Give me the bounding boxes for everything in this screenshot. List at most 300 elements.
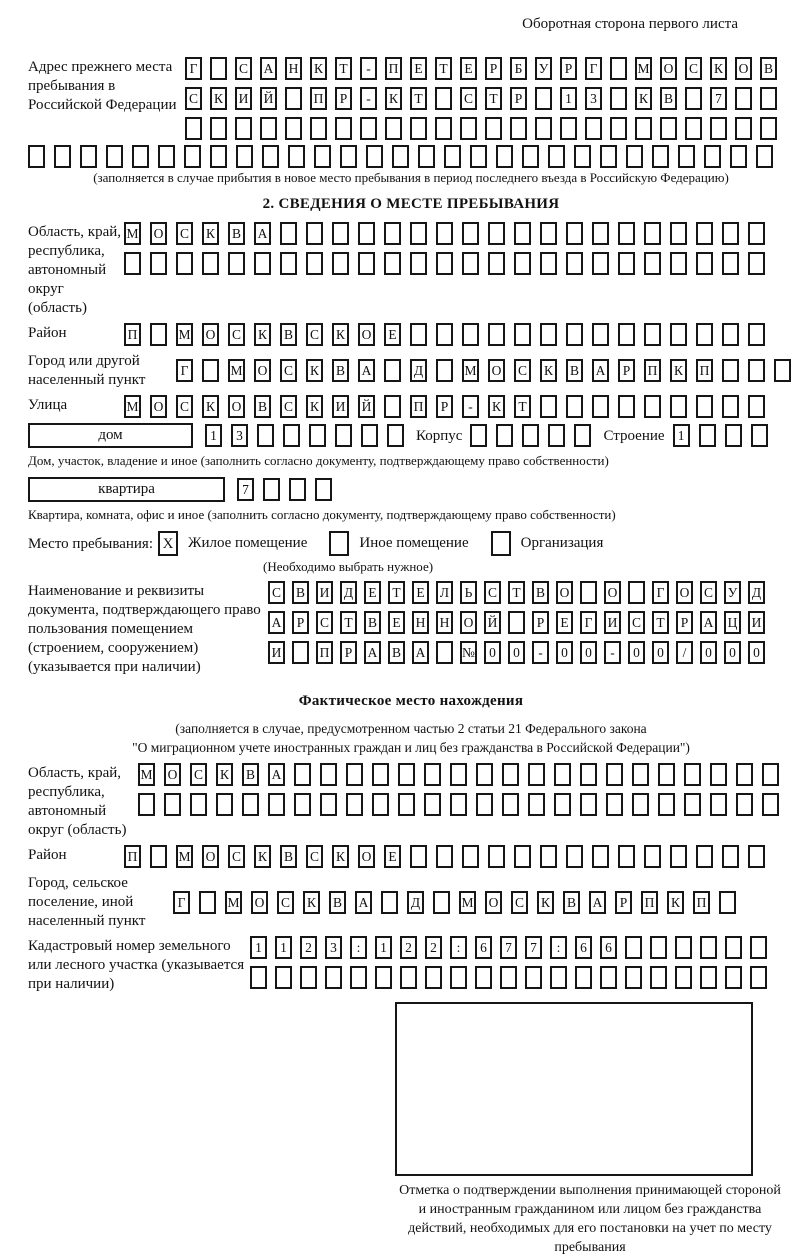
char-box[interactable]: Р — [676, 611, 693, 634]
char-box[interactable]: Г — [652, 581, 669, 604]
apartment-type-box[interactable]: квартира — [28, 477, 225, 502]
char-box[interactable] — [760, 87, 777, 110]
char-box[interactable] — [381, 891, 398, 914]
char-box[interactable] — [632, 793, 649, 816]
char-box[interactable] — [585, 117, 602, 140]
char-box[interactable] — [566, 323, 583, 346]
char-box[interactable]: Т — [485, 87, 502, 110]
char-box[interactable] — [385, 117, 402, 140]
char-box[interactable] — [625, 936, 642, 959]
char-box[interactable] — [610, 117, 627, 140]
char-box[interactable] — [150, 252, 167, 275]
char-box[interactable]: В — [254, 395, 271, 418]
char-box[interactable]: О — [660, 57, 677, 80]
char-box[interactable] — [522, 145, 539, 168]
char-box[interactable]: О — [150, 395, 167, 418]
char-box[interactable] — [700, 966, 717, 989]
char-box[interactable] — [335, 424, 352, 447]
char-box[interactable]: 2 — [425, 936, 442, 959]
char-box[interactable] — [320, 763, 337, 786]
char-box[interactable] — [650, 936, 667, 959]
char-box[interactable]: Р — [510, 87, 527, 110]
char-box[interactable]: № — [460, 641, 477, 664]
char-box[interactable]: Р — [436, 395, 453, 418]
char-box[interactable] — [625, 966, 642, 989]
char-box[interactable]: О — [150, 222, 167, 245]
char-box[interactable]: : — [550, 936, 567, 959]
char-box[interactable]: К — [306, 395, 323, 418]
char-box[interactable] — [540, 222, 557, 245]
char-box[interactable]: Г — [585, 57, 602, 80]
char-box[interactable]: Т — [435, 57, 452, 80]
char-box[interactable] — [508, 611, 525, 634]
char-box[interactable] — [470, 145, 487, 168]
char-box[interactable]: Р — [618, 359, 635, 382]
char-box[interactable] — [510, 117, 527, 140]
char-box[interactable]: С — [185, 87, 202, 110]
char-box[interactable]: Ь — [460, 581, 477, 604]
char-box[interactable]: К — [310, 57, 327, 80]
char-box[interactable]: Т — [388, 581, 405, 604]
char-box[interactable] — [216, 793, 233, 816]
char-box[interactable]: И — [235, 87, 252, 110]
char-box[interactable] — [325, 966, 342, 989]
char-box[interactable] — [475, 966, 492, 989]
char-box[interactable] — [410, 252, 427, 275]
char-box[interactable] — [485, 117, 502, 140]
char-box[interactable]: К — [488, 395, 505, 418]
char-box[interactable] — [268, 793, 285, 816]
char-box[interactable] — [736, 763, 753, 786]
char-box[interactable] — [699, 424, 716, 447]
char-box[interactable]: К — [254, 323, 271, 346]
char-box[interactable] — [199, 891, 216, 914]
char-box[interactable]: О — [604, 581, 621, 604]
char-box[interactable] — [283, 424, 300, 447]
char-box[interactable]: В — [388, 641, 405, 664]
char-box[interactable] — [435, 87, 452, 110]
char-box[interactable] — [600, 145, 617, 168]
char-box[interactable]: П — [124, 323, 141, 346]
char-box[interactable]: 0 — [748, 641, 765, 664]
char-box[interactable] — [670, 323, 687, 346]
char-box[interactable] — [644, 395, 661, 418]
char-box[interactable] — [670, 252, 687, 275]
char-box[interactable] — [502, 763, 519, 786]
char-box[interactable] — [502, 793, 519, 816]
char-box[interactable] — [309, 424, 326, 447]
char-box[interactable]: С — [514, 359, 531, 382]
char-box[interactable]: П — [316, 641, 333, 664]
char-box[interactable] — [476, 763, 493, 786]
char-box[interactable]: 0 — [724, 641, 741, 664]
char-box[interactable] — [462, 845, 479, 868]
char-box[interactable] — [750, 936, 767, 959]
char-box[interactable]: 1 — [375, 936, 392, 959]
char-box[interactable]: С — [306, 323, 323, 346]
char-box[interactable] — [164, 793, 181, 816]
char-box[interactable]: К — [710, 57, 727, 80]
char-box[interactable]: П — [385, 57, 402, 80]
char-box[interactable] — [756, 145, 773, 168]
char-box[interactable] — [540, 845, 557, 868]
char-box[interactable] — [696, 395, 713, 418]
char-box[interactable]: В — [660, 87, 677, 110]
char-box[interactable] — [436, 641, 453, 664]
char-box[interactable] — [335, 117, 352, 140]
char-box[interactable]: 0 — [700, 641, 717, 664]
char-box[interactable] — [528, 763, 545, 786]
char-box[interactable]: У — [724, 581, 741, 604]
char-box[interactable] — [678, 145, 695, 168]
char-box[interactable] — [375, 966, 392, 989]
char-box[interactable]: С — [280, 359, 297, 382]
char-box[interactable]: 0 — [556, 641, 573, 664]
char-box[interactable] — [332, 252, 349, 275]
char-box[interactable] — [618, 222, 635, 245]
char-box[interactable]: К — [667, 891, 684, 914]
char-box[interactable] — [210, 57, 227, 80]
char-box[interactable] — [315, 478, 332, 501]
char-box[interactable]: К — [670, 359, 687, 382]
char-box[interactable] — [106, 145, 123, 168]
char-box[interactable] — [722, 323, 739, 346]
char-box[interactable] — [658, 793, 675, 816]
char-box[interactable]: : — [350, 936, 367, 959]
char-box[interactable]: Р — [335, 87, 352, 110]
char-box[interactable] — [522, 424, 539, 447]
char-box[interactable]: 7 — [525, 936, 542, 959]
char-box[interactable] — [700, 936, 717, 959]
char-box[interactable]: В — [292, 581, 309, 604]
char-box[interactable] — [592, 252, 609, 275]
char-box[interactable] — [254, 252, 271, 275]
char-box[interactable]: Й — [260, 87, 277, 110]
char-box[interactable] — [436, 323, 453, 346]
char-box[interactable] — [628, 581, 645, 604]
char-box[interactable] — [366, 145, 383, 168]
char-box[interactable]: С — [228, 845, 245, 868]
char-box[interactable] — [150, 323, 167, 346]
char-box[interactable] — [424, 793, 441, 816]
char-box[interactable]: Д — [748, 581, 765, 604]
char-box[interactable] — [306, 252, 323, 275]
char-box[interactable] — [392, 145, 409, 168]
char-box[interactable]: Р — [615, 891, 632, 914]
char-box[interactable]: В — [532, 581, 549, 604]
char-box[interactable] — [632, 763, 649, 786]
char-box[interactable]: П — [641, 891, 658, 914]
char-box[interactable]: Д — [410, 359, 427, 382]
char-box[interactable]: 7 — [710, 87, 727, 110]
char-box[interactable]: С — [511, 891, 528, 914]
char-box[interactable] — [774, 359, 791, 382]
char-box[interactable]: П — [696, 359, 713, 382]
char-box[interactable] — [500, 966, 517, 989]
char-box[interactable] — [400, 966, 417, 989]
char-box[interactable] — [710, 763, 727, 786]
char-box[interactable] — [750, 966, 767, 989]
char-box[interactable] — [257, 424, 274, 447]
char-box[interactable]: С — [268, 581, 285, 604]
char-box[interactable]: В — [760, 57, 777, 80]
char-box[interactable]: 6 — [575, 936, 592, 959]
char-box[interactable]: К — [385, 87, 402, 110]
char-box[interactable] — [280, 222, 297, 245]
char-box[interactable]: С — [316, 611, 333, 634]
char-box[interactable] — [704, 145, 721, 168]
char-box[interactable]: 0 — [508, 641, 525, 664]
char-box[interactable] — [725, 966, 742, 989]
char-box[interactable]: И — [604, 611, 621, 634]
char-box[interactable] — [361, 424, 378, 447]
char-box[interactable]: 1 — [250, 936, 267, 959]
char-box[interactable]: О — [251, 891, 268, 914]
char-box[interactable] — [592, 395, 609, 418]
char-box[interactable] — [751, 424, 768, 447]
char-box[interactable]: А — [268, 611, 285, 634]
char-box[interactable] — [675, 936, 692, 959]
char-box[interactable]: А — [589, 891, 606, 914]
char-box[interactable] — [696, 252, 713, 275]
char-box[interactable]: К — [635, 87, 652, 110]
char-box[interactable]: С — [280, 395, 297, 418]
char-box[interactable]: П — [410, 395, 427, 418]
char-box[interactable] — [320, 793, 337, 816]
char-box[interactable]: К — [303, 891, 320, 914]
char-box[interactable]: Г — [176, 359, 193, 382]
char-box[interactable] — [722, 845, 739, 868]
char-box[interactable]: Е — [410, 57, 427, 80]
char-box[interactable] — [618, 323, 635, 346]
char-box[interactable]: А — [260, 57, 277, 80]
char-box[interactable] — [384, 222, 401, 245]
char-box[interactable]: Ц — [724, 611, 741, 634]
char-box[interactable]: К — [210, 87, 227, 110]
char-box[interactable]: В — [563, 891, 580, 914]
char-box[interactable] — [580, 763, 597, 786]
char-box[interactable]: Т — [652, 611, 669, 634]
char-box[interactable]: 3 — [231, 424, 248, 447]
char-box[interactable]: В — [329, 891, 346, 914]
char-box[interactable] — [488, 252, 505, 275]
char-box[interactable]: К — [306, 359, 323, 382]
char-box[interactable] — [410, 845, 427, 868]
char-box[interactable] — [235, 117, 252, 140]
char-box[interactable]: 2 — [300, 936, 317, 959]
char-box[interactable] — [292, 641, 309, 664]
char-box[interactable] — [670, 222, 687, 245]
char-box[interactable]: Т — [335, 57, 352, 80]
char-box[interactable] — [528, 793, 545, 816]
char-box[interactable]: О — [358, 323, 375, 346]
char-box[interactable]: К — [254, 845, 271, 868]
char-box[interactable] — [280, 252, 297, 275]
char-box[interactable]: Й — [484, 611, 501, 634]
char-box[interactable]: М — [635, 57, 652, 80]
char-box[interactable]: В — [364, 611, 381, 634]
char-box[interactable] — [410, 222, 427, 245]
char-box[interactable]: 6 — [600, 936, 617, 959]
char-box[interactable]: М — [138, 763, 155, 786]
char-box[interactable] — [496, 424, 513, 447]
char-box[interactable] — [350, 966, 367, 989]
char-box[interactable] — [384, 252, 401, 275]
char-box[interactable]: Р — [532, 611, 549, 634]
char-box[interactable] — [398, 763, 415, 786]
char-box[interactable]: М — [228, 359, 245, 382]
char-box[interactable] — [644, 222, 661, 245]
char-box[interactable] — [436, 845, 453, 868]
char-box[interactable] — [566, 222, 583, 245]
char-box[interactable] — [275, 966, 292, 989]
char-box[interactable] — [514, 222, 531, 245]
char-box[interactable] — [294, 793, 311, 816]
char-box[interactable]: 7 — [237, 478, 254, 501]
char-box[interactable] — [346, 793, 363, 816]
char-box[interactable]: Т — [340, 611, 357, 634]
char-box[interactable]: М — [176, 323, 193, 346]
char-box[interactable] — [548, 145, 565, 168]
char-box[interactable]: М — [124, 222, 141, 245]
char-box[interactable] — [398, 793, 415, 816]
char-box[interactable]: П — [644, 359, 661, 382]
char-box[interactable] — [592, 845, 609, 868]
char-box[interactable] — [202, 359, 219, 382]
char-box[interactable] — [387, 424, 404, 447]
char-box[interactable] — [748, 222, 765, 245]
char-box[interactable]: О — [735, 57, 752, 80]
char-box[interactable]: С — [176, 222, 193, 245]
char-box[interactable] — [535, 117, 552, 140]
char-box[interactable]: М — [459, 891, 476, 914]
char-box[interactable] — [436, 252, 453, 275]
char-box[interactable] — [722, 359, 739, 382]
char-box[interactable] — [548, 424, 565, 447]
char-box[interactable] — [372, 763, 389, 786]
char-box[interactable]: С — [306, 845, 323, 868]
char-box[interactable] — [410, 117, 427, 140]
char-box[interactable] — [236, 145, 253, 168]
char-box[interactable]: И — [332, 395, 349, 418]
char-box[interactable] — [560, 117, 577, 140]
char-box[interactable] — [210, 145, 227, 168]
char-box[interactable] — [263, 478, 280, 501]
char-box[interactable]: А — [254, 222, 271, 245]
char-box[interactable] — [158, 145, 175, 168]
char-box[interactable]: Е — [556, 611, 573, 634]
char-box[interactable] — [696, 845, 713, 868]
char-box[interactable] — [644, 845, 661, 868]
char-box[interactable] — [684, 793, 701, 816]
char-box[interactable] — [606, 793, 623, 816]
char-box[interactable]: О — [254, 359, 271, 382]
char-box[interactable] — [488, 323, 505, 346]
char-box[interactable] — [285, 87, 302, 110]
char-box[interactable] — [54, 145, 71, 168]
char-box[interactable] — [575, 966, 592, 989]
char-box[interactable]: О — [202, 845, 219, 868]
char-box[interactable]: 1 — [673, 424, 690, 447]
char-box[interactable] — [736, 793, 753, 816]
char-box[interactable] — [124, 252, 141, 275]
char-box[interactable] — [748, 323, 765, 346]
char-box[interactable]: Р — [340, 641, 357, 664]
char-box[interactable] — [748, 359, 765, 382]
char-box[interactable]: И — [748, 611, 765, 634]
char-box[interactable]: 6 — [475, 936, 492, 959]
char-box[interactable] — [424, 763, 441, 786]
char-box[interactable]: О — [488, 359, 505, 382]
char-box[interactable]: В — [280, 323, 297, 346]
char-box[interactable] — [675, 966, 692, 989]
char-box[interactable]: : — [450, 936, 467, 959]
char-box[interactable]: Р — [485, 57, 502, 80]
char-box[interactable]: А — [412, 641, 429, 664]
char-box[interactable] — [730, 145, 747, 168]
char-box[interactable]: 1 — [205, 424, 222, 447]
char-box[interactable]: А — [358, 359, 375, 382]
char-box[interactable] — [574, 424, 591, 447]
char-box[interactable] — [184, 145, 201, 168]
char-box[interactable] — [210, 117, 227, 140]
char-box[interactable] — [450, 793, 467, 816]
char-box[interactable]: 0 — [652, 641, 669, 664]
char-box[interactable] — [554, 763, 571, 786]
other-premises-checkbox[interactable] — [329, 531, 349, 556]
char-box[interactable] — [384, 395, 401, 418]
char-box[interactable] — [138, 793, 155, 816]
char-box[interactable]: К — [202, 222, 219, 245]
char-box[interactable]: М — [124, 395, 141, 418]
char-box[interactable]: С — [235, 57, 252, 80]
char-box[interactable] — [470, 424, 487, 447]
char-box[interactable]: В — [332, 359, 349, 382]
char-box[interactable]: М — [176, 845, 193, 868]
char-box[interactable] — [696, 222, 713, 245]
char-box[interactable]: О — [164, 763, 181, 786]
char-box[interactable] — [540, 323, 557, 346]
char-box[interactable] — [514, 845, 531, 868]
char-box[interactable]: - — [604, 641, 621, 664]
char-box[interactable] — [332, 222, 349, 245]
char-box[interactable]: В — [242, 763, 259, 786]
char-box[interactable] — [566, 845, 583, 868]
char-box[interactable] — [658, 763, 675, 786]
char-box[interactable] — [610, 87, 627, 110]
char-box[interactable]: И — [316, 581, 333, 604]
char-box[interactable] — [310, 117, 327, 140]
char-box[interactable]: А — [355, 891, 372, 914]
char-box[interactable] — [652, 145, 669, 168]
char-box[interactable]: Т — [514, 395, 531, 418]
char-box[interactable] — [660, 117, 677, 140]
char-box[interactable]: Е — [384, 845, 401, 868]
char-box[interactable]: 0 — [628, 641, 645, 664]
char-box[interactable]: 3 — [325, 936, 342, 959]
char-box[interactable]: О — [485, 891, 502, 914]
char-box[interactable] — [462, 252, 479, 275]
char-box[interactable] — [580, 581, 597, 604]
char-box[interactable]: К — [332, 323, 349, 346]
char-box[interactable] — [476, 793, 493, 816]
char-box[interactable] — [566, 395, 583, 418]
char-box[interactable] — [618, 252, 635, 275]
char-box[interactable] — [433, 891, 450, 914]
char-box[interactable] — [346, 763, 363, 786]
char-box[interactable] — [722, 395, 739, 418]
house-type-box[interactable]: дом — [28, 423, 193, 448]
